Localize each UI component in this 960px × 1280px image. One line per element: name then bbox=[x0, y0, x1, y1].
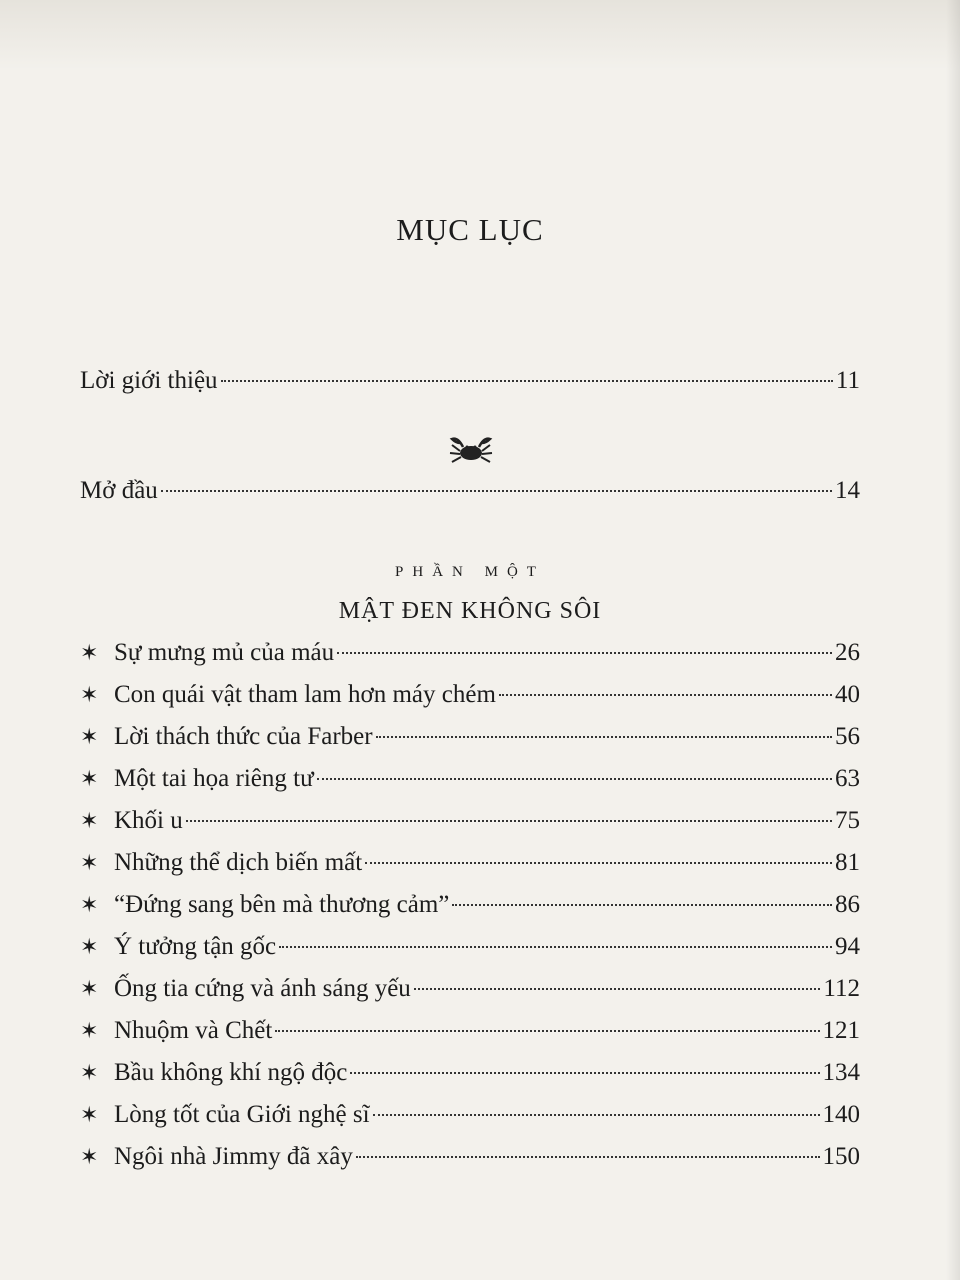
toc-entry-label: Một tai họa riêng tư bbox=[114, 765, 314, 792]
toc-entry-page: 140 bbox=[822, 1101, 860, 1128]
part-label: PHẦN MỘT bbox=[395, 564, 545, 580]
toc-entry bbox=[80, 762, 860, 796]
toc-entry-label: Những thể dịch biến mất bbox=[114, 849, 363, 876]
toc-entry bbox=[80, 804, 860, 838]
toc-entry bbox=[80, 678, 860, 712]
dot-leader bbox=[376, 736, 832, 738]
toc-entry-label: Nhuộm và Chết bbox=[114, 1017, 273, 1044]
bullet-icon: ✶ bbox=[80, 766, 99, 791]
toc-entry-page: 26 bbox=[835, 639, 860, 666]
toc-entry-page: 11 bbox=[835, 367, 860, 394]
toc-entry bbox=[80, 930, 860, 964]
toc-entry-label: Bầu không khí ngộ độc bbox=[114, 1059, 348, 1086]
toc-entry-page: 112 bbox=[823, 975, 860, 1002]
toc-entry-page: 94 bbox=[835, 933, 860, 960]
toc-entry-page: 75 bbox=[835, 807, 860, 834]
toc-entry-label: Ống tia cứng và ánh sáng yếu bbox=[114, 975, 411, 1002]
part-title: MẬT ĐEN KHÔNG SÔI bbox=[338, 598, 602, 624]
dot-leader bbox=[356, 1156, 820, 1158]
bullet-icon: ✶ bbox=[80, 1060, 99, 1085]
toc-entry bbox=[80, 720, 860, 754]
toc-entry-page: 81 bbox=[835, 849, 860, 876]
toc-entry-page: 14 bbox=[835, 477, 860, 504]
bullet-icon: ✶ bbox=[80, 1144, 99, 1169]
dot-leader bbox=[317, 778, 832, 780]
toc-entry-label: Lời thách thức của Farber bbox=[114, 723, 373, 750]
dot-leader bbox=[186, 820, 832, 822]
dot-leader bbox=[373, 1114, 820, 1116]
toc-entry bbox=[80, 636, 860, 670]
dot-leader bbox=[337, 652, 832, 654]
toc-entry-label: Sự mưng mủ của máu bbox=[114, 639, 335, 666]
bullet-icon: ✶ bbox=[80, 724, 99, 749]
toc-entry bbox=[80, 846, 860, 880]
bullet-icon: ✶ bbox=[80, 808, 99, 833]
bullet-icon: ✶ bbox=[80, 934, 99, 959]
toc-entry-label: Ngôi nhà Jimmy đã xây bbox=[114, 1143, 353, 1170]
toc-entry-label: Ý tưởng tận gốc bbox=[114, 933, 277, 960]
toc-entry bbox=[80, 1056, 860, 1090]
dot-leader bbox=[499, 694, 832, 696]
dot-leader bbox=[350, 1072, 819, 1074]
dot-leader bbox=[221, 380, 833, 382]
toc-entry-page: 121 bbox=[822, 1017, 860, 1044]
toc-entry-label: “Đứng sang bên mà thương cảm” bbox=[114, 891, 450, 918]
crab-icon bbox=[446, 433, 496, 469]
bullet-icon: ✶ bbox=[80, 1102, 99, 1127]
toc-entry-page: 86 bbox=[835, 891, 860, 918]
bullet-icon: ✶ bbox=[80, 682, 99, 707]
toc-entry bbox=[80, 972, 860, 1006]
bullet-icon: ✶ bbox=[80, 892, 99, 917]
bullet-icon: ✶ bbox=[80, 640, 99, 665]
dot-leader bbox=[365, 862, 832, 864]
toc-entry-label: Con quái vật tham lam hơn máy chém bbox=[114, 681, 496, 708]
page-title: MỤC LỤC bbox=[396, 212, 544, 247]
toc-entry-intro bbox=[80, 364, 860, 398]
toc-entry-label: Lời giới thiệu bbox=[80, 367, 218, 394]
toc-entry-prologue bbox=[80, 474, 860, 508]
dot-leader bbox=[452, 904, 832, 906]
toc-entry-label: Lòng tốt của Giới nghệ sĩ bbox=[114, 1101, 370, 1128]
page-edge bbox=[946, 0, 960, 1280]
toc-entry bbox=[80, 888, 860, 922]
toc-entry-page: 150 bbox=[822, 1143, 860, 1170]
bullet-icon: ✶ bbox=[80, 850, 99, 875]
toc-entry-page: 134 bbox=[822, 1059, 860, 1086]
toc-entry-page: 40 bbox=[835, 681, 860, 708]
dot-leader bbox=[275, 1030, 819, 1032]
toc-entry-page: 56 bbox=[835, 723, 860, 750]
toc-entry-label: Mở đầu bbox=[80, 477, 158, 504]
page-shadow bbox=[0, 0, 960, 70]
toc-entry-label: Khối u bbox=[114, 807, 183, 834]
bullet-icon: ✶ bbox=[80, 976, 99, 1001]
dot-leader bbox=[161, 490, 832, 492]
dot-leader bbox=[279, 946, 832, 948]
dot-leader bbox=[414, 988, 821, 990]
bullet-icon: ✶ bbox=[80, 1018, 99, 1043]
toc-entry bbox=[80, 1098, 860, 1132]
toc-entry bbox=[80, 1140, 860, 1174]
toc-entry-page: 63 bbox=[835, 765, 860, 792]
toc-entry bbox=[80, 1014, 860, 1048]
